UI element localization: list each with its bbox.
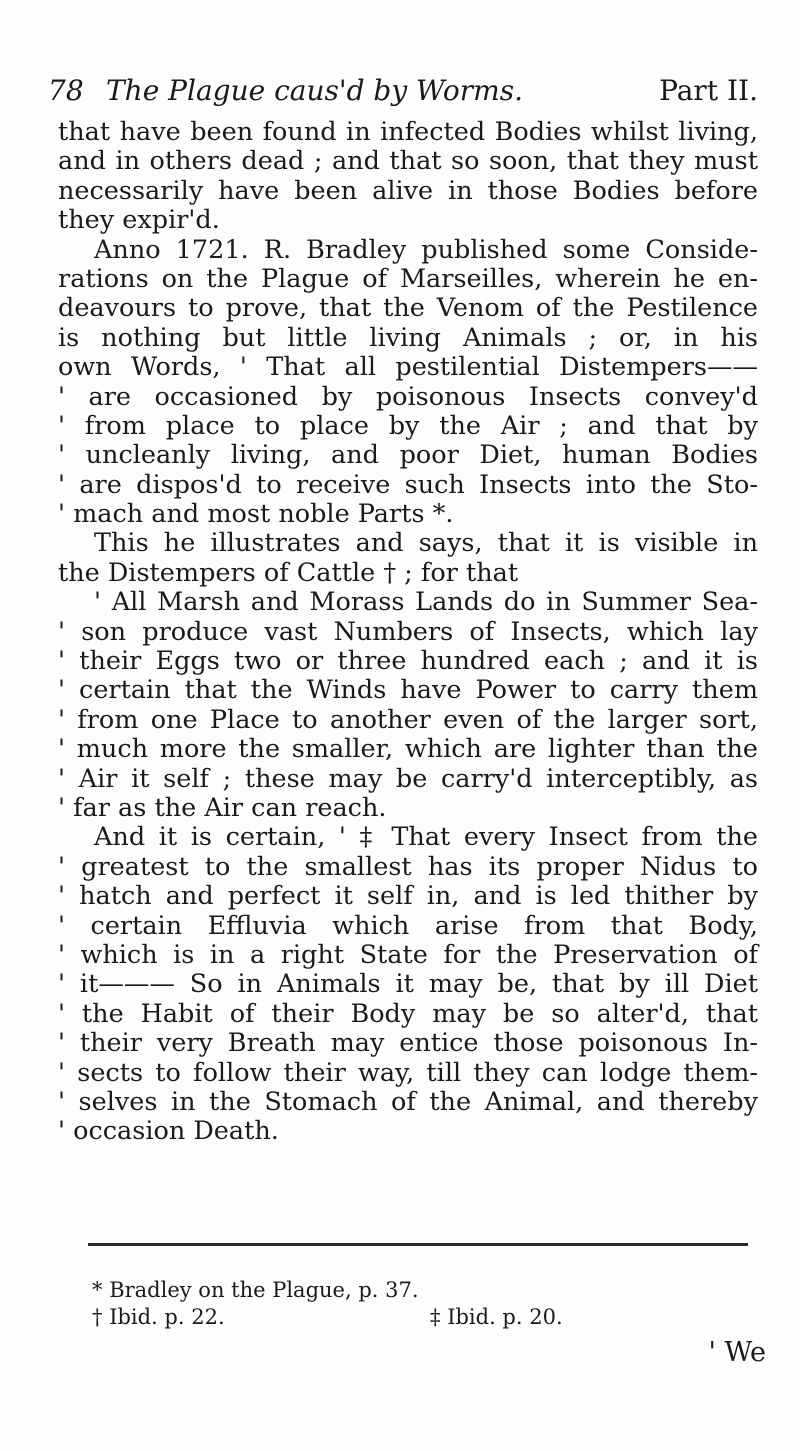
quoted-line: ' greatest to the smallest has its proper Nidus to xyxy=(58,851,758,882)
text-line: own Words, ' That all pestilential Distempers—— xyxy=(58,352,758,383)
footnote-text: Ibid. p. 22. xyxy=(109,1305,225,1329)
quoted-line: ' sects to follow their way, till they can lodge them- xyxy=(58,1057,758,1088)
quoted-line: ' their Eggs two or three hundred each ; and it is xyxy=(58,646,758,677)
text-line: the Distempers of Cattle † ; for that xyxy=(58,557,519,588)
footnote-rule xyxy=(88,1243,748,1246)
quoted-line: ' their very Breath may entice those poisonous In- xyxy=(58,1028,758,1059)
footnote-mark: ‡ xyxy=(430,1305,441,1329)
quoted-line: ' All Marsh and Morass Lands do in Summer Sea- xyxy=(94,587,758,618)
footnote-text: Ibid. p. 20. xyxy=(447,1305,563,1329)
quoted-line: ' hatch and perfect it self in, and is led thither by xyxy=(58,881,758,912)
footnote-1 xyxy=(92,1278,419,1302)
text-line: that have been found in infected Bodies whilst living, xyxy=(58,117,758,147)
text-line: and in others dead ; and that so soon, that they must xyxy=(58,146,758,177)
quoted-line: ' from one Place to another even of the larger sort, xyxy=(58,704,758,735)
text-line: Anno 1721. R. Bradley published some Conside- xyxy=(94,234,758,265)
footnote-3 xyxy=(430,1305,563,1329)
footnote-text: Bradley on the Plague, p. 37. xyxy=(109,1278,419,1302)
quoted-line: ' are occasioned by poisonous Insects convey'd xyxy=(58,381,758,412)
page-number: 78 xyxy=(48,74,84,107)
running-title: The Plague caus'd by Worms. xyxy=(106,74,523,107)
footnote-2 xyxy=(92,1305,225,1329)
text-line: is nothing but little living Animals ; or, in his xyxy=(58,322,758,353)
body-text xyxy=(58,118,758,1147)
quoted-line: ' mach and most noble Parts *. xyxy=(58,499,454,530)
quoted-line: ' occasion Death. xyxy=(58,1116,279,1147)
quoted-line: ' certain that the Winds have Power to carry them xyxy=(58,675,758,706)
text-line: they expir'd. xyxy=(58,205,220,236)
quoted-line: ' the Habit of their Body may be so alter'd, that xyxy=(58,998,758,1029)
quoted-line: ' much more the smaller, which are lighter than the xyxy=(58,734,758,765)
quoted-line: ' far as the Air can reach. xyxy=(58,792,387,823)
part-label: Part II. xyxy=(659,74,758,107)
quoted-line: ' son produce vast Numbers of Insects, which lay xyxy=(58,616,758,647)
quoted-line: ' Air it self ; these may be carry'd interceptibly, as xyxy=(58,763,758,794)
quoted-line: ' selves in the Stomach of the Animal, and thereby xyxy=(58,1086,758,1117)
running-header xyxy=(48,74,758,114)
text-line: rations on the Plague of Marseilles, wherein he en- xyxy=(58,263,758,294)
quoted-line: ' are dispos'd to receive such Insects into the Sto- xyxy=(58,469,758,500)
catchword: ' We xyxy=(708,1337,766,1368)
text-line: And it is certain, ' ‡ That every Insect from the xyxy=(94,822,758,853)
quoted-line: ' from place to place by the Air ; and that by xyxy=(58,410,758,441)
quoted-line: ' certain Effluvia which arise from that Body, xyxy=(58,910,758,941)
quoted-line: ' it——— So in Animals it may be, that by ill Diet xyxy=(58,969,758,1000)
text-line: This he illustrates and says, that it is visible in xyxy=(94,528,758,559)
text-line: deavours to prove, that the Venom of the Pestilence xyxy=(58,293,758,324)
quoted-line: ' which is in a right State for the Preservation of xyxy=(58,939,758,970)
footnote-mark: † xyxy=(92,1305,103,1329)
text-line: necessarily have been alive in those Bodies before xyxy=(58,175,758,206)
quoted-line: ' uncleanly living, and poor Diet, human Bodies xyxy=(58,440,758,471)
footnote-mark: * xyxy=(92,1278,103,1302)
